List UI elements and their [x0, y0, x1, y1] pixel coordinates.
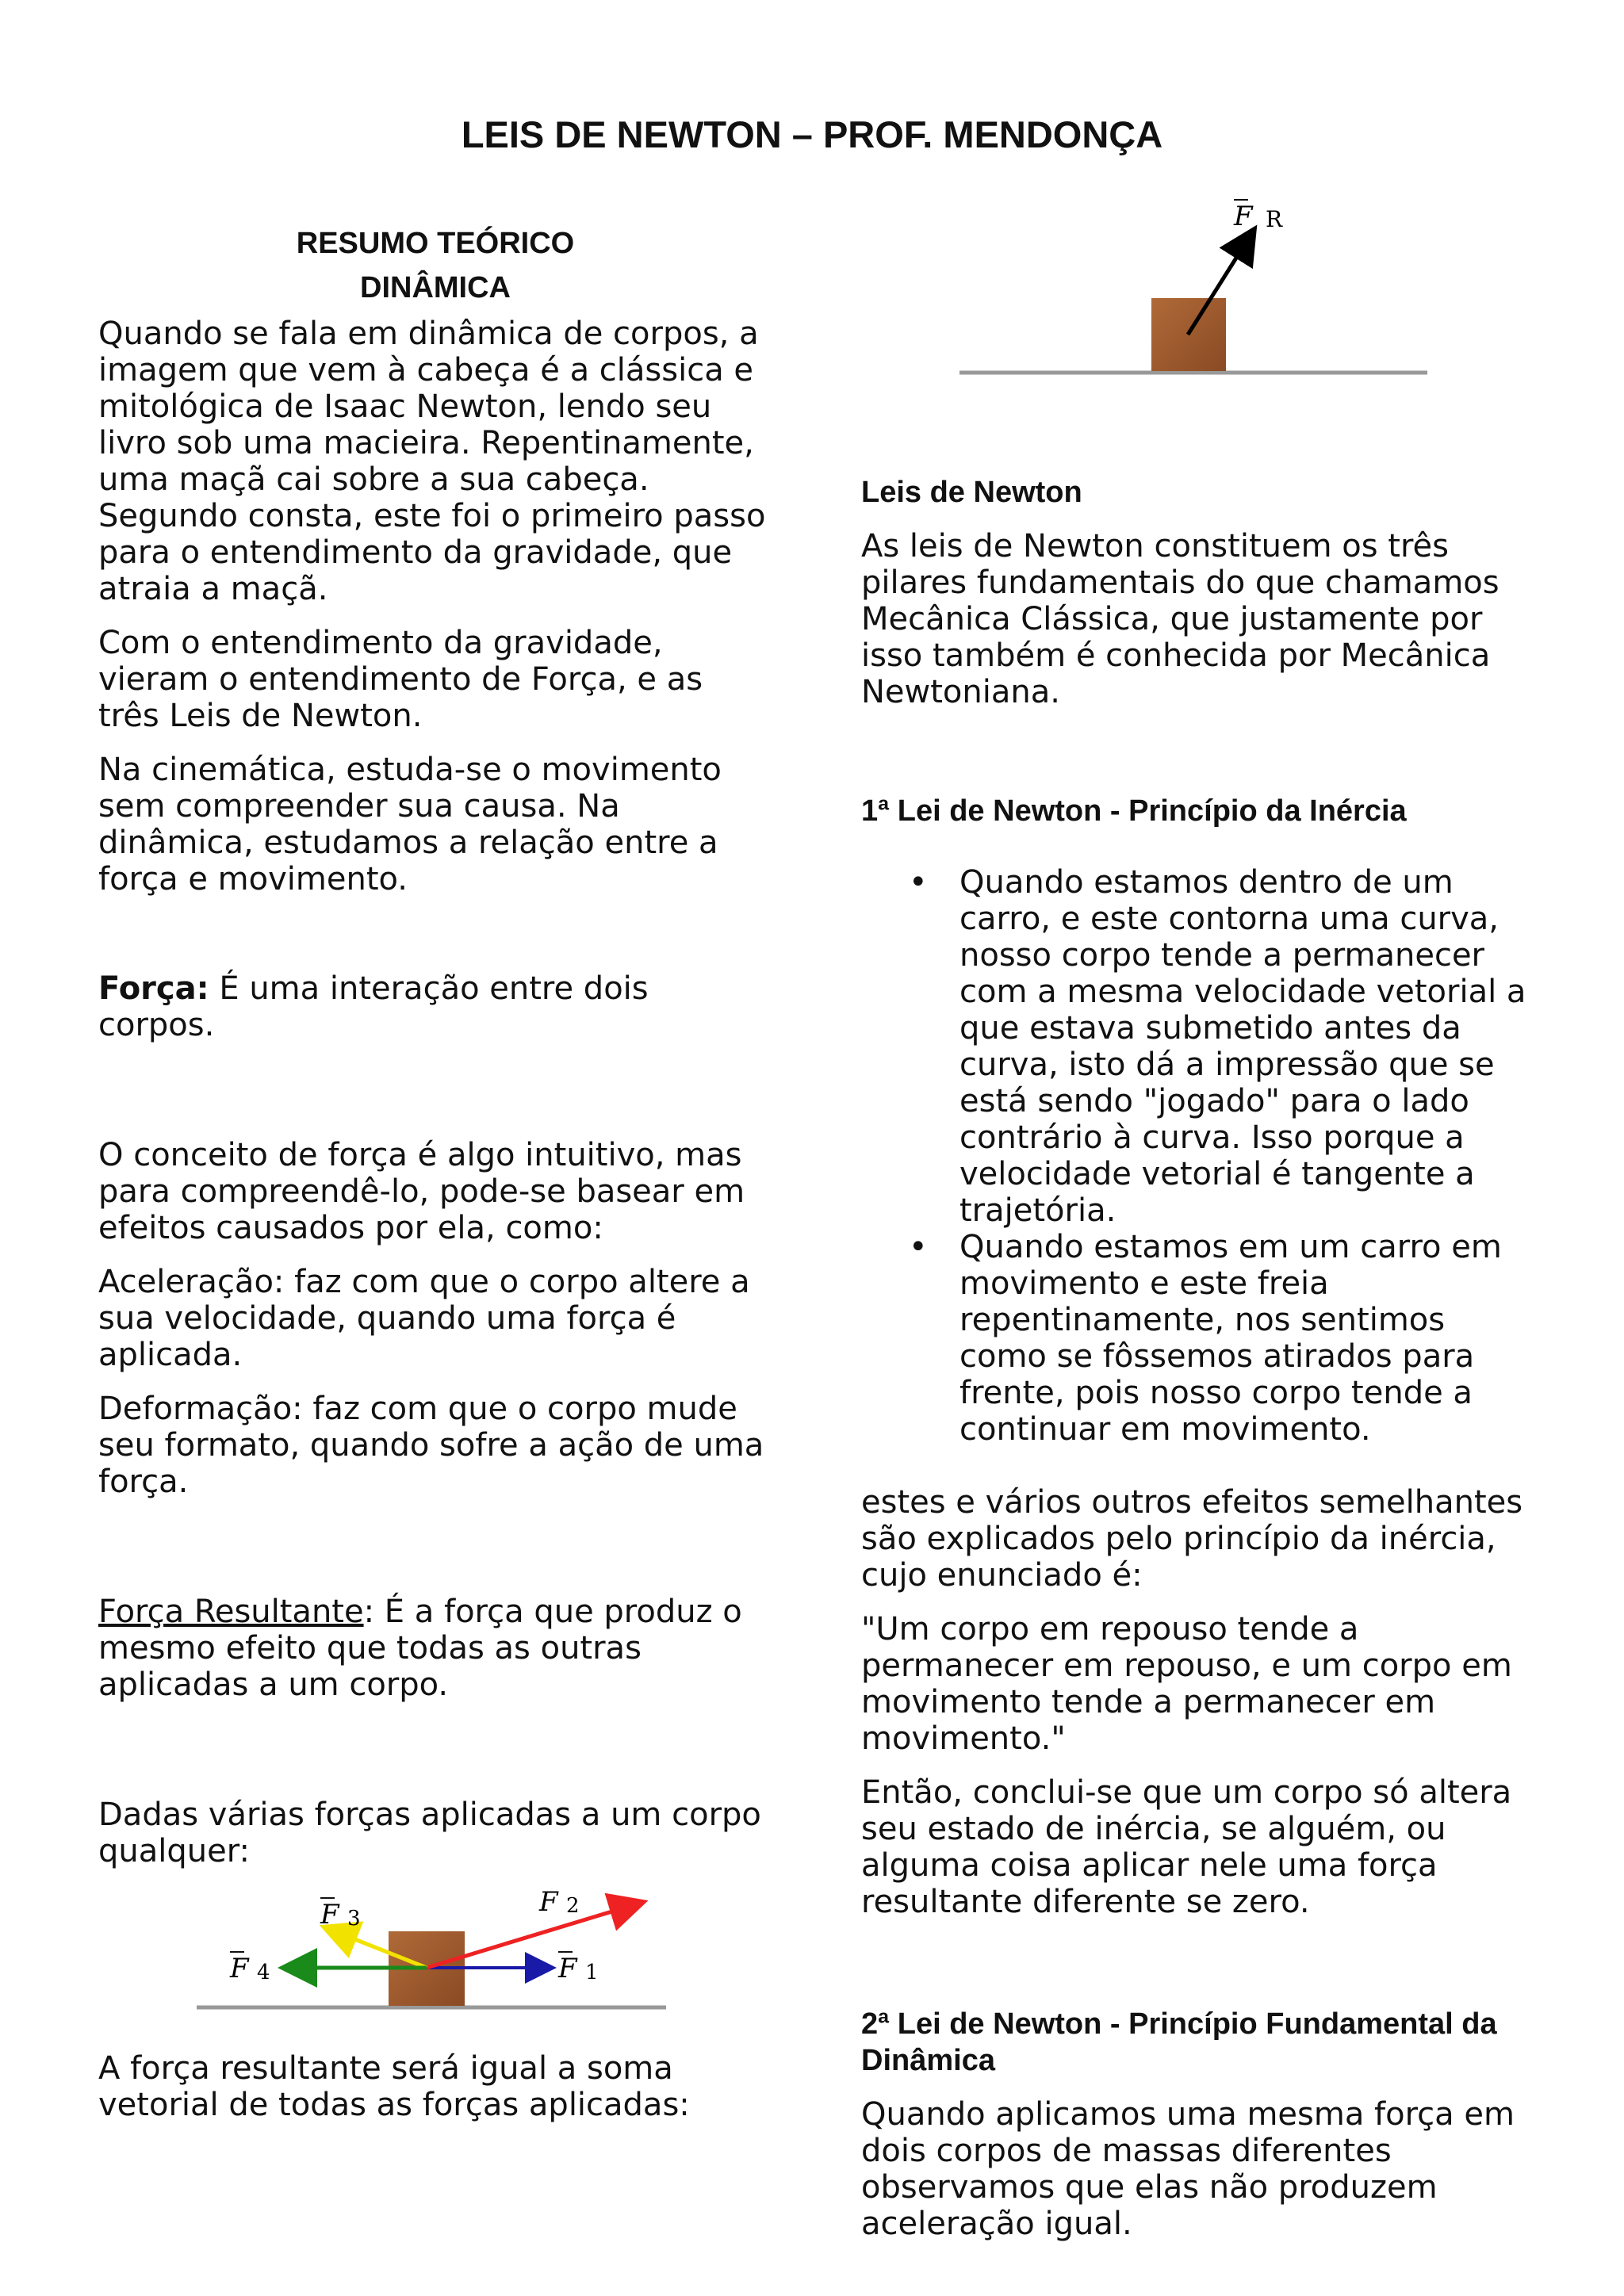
label-f1 [557, 1952, 599, 1984]
label-f4 [229, 1952, 270, 1984]
svg-text:4: 4 [257, 1961, 270, 1984]
list-item: • Quando estamos em um carro em movimento e este freia repentinamente, nos sentimos como se fôssemos atirados para frente, pois nosso corpo tende a continuar em movimento. [909, 1229, 1502, 1448]
intro-paragraph: Quando se fala em dinâmica de corpos, a imagem que vem à cabeça é a clássica e mitológica de Isaac Newton, lendo seu livro sob uma macieira. Repentinamente, uma maçã cai sobre a sua cabeça. Segundo consta, este foi o primeiro passo para o entendimento da gravidade, que atraia a maçã. [98, 316, 766, 607]
resultante-text: : É a força que produz o mesmo efeito que todas as outras aplicadas a um corpo. [98, 1594, 742, 1703]
inercia-quote: "Um corpo em repouso tende a permanecer em repouso, e um corpo em movimento tende a permanecer em movimento." [861, 1611, 1512, 1757]
inercia-examples-list [861, 864, 1535, 1448]
forca-definition [98, 970, 772, 1043]
label-f3 [320, 1898, 361, 1931]
list-item: • Quando estamos dentro de um carro, e este contorna uma curva, nosso corpo tende a permanecer com a mesma velocidade vetorial a que estava submetido antes da curva, isto dá a impressão que se está sendo "jogado" para o lado contrário à curva. Isso porque a velocidade vetorial é tangente a trajetória. [909, 864, 1526, 1229]
svg-text:F: F [539, 1888, 558, 1918]
soma-vetorial-paragraph: A força resultante será igual a soma vetorial de todas as forças aplicadas: [98, 2050, 690, 2123]
dadas-forcas-paragraph: Dadas várias forças aplicadas a um corpo qualquer: [98, 1797, 761, 1869]
svg-text:F: F [558, 1953, 577, 1984]
resultante-label: Força Resultante [98, 1594, 364, 1630]
forca-label: Força: [98, 970, 209, 1007]
resultante-definition [98, 1594, 772, 1703]
leis-paragraph: As leis de Newton constituem os três pilares fundamentais do que chamamos Mecânica Clássica, que justamente por isso também é conhecida por Mecânica Newtoniana. [861, 528, 1500, 710]
left-column [98, 224, 772, 2141]
svg-text:2: 2 [566, 1894, 580, 1918]
forces-diagram [98, 1888, 772, 2023]
section-title: RESUMO TEÓRICO [296, 227, 575, 260]
cinematica-paragraph: Na cinemática, estuda-se o movimento sem compreender sua causa. Na dinâmica, estudamos a relação entre a força e movimento. [98, 752, 722, 897]
resultant-force-diagram [952, 189, 1443, 379]
label-fr [1233, 200, 1283, 232]
svg-text:F: F [1234, 201, 1253, 232]
lei1-title: 1ª Lei de Newton - Princípio da Inércia [861, 794, 1407, 828]
efeitos-paragraph: estes e vários outros efeitos semelhantes são explicados pelo princípio da inércia, cujo enunciado é: [861, 1484, 1523, 1594]
svg-text:1: 1 [585, 1961, 599, 1984]
svg-text:R: R [1266, 206, 1283, 232]
label-f2 [538, 1888, 580, 1918]
lei2-paragraph: Quando aplicamos uma mesma força em dois corpos de massas diferentes observamos que elas não produzem aceleração igual. [861, 2096, 1515, 2242]
conclusao-paragraph: Então, conclui-se que um corpo só altera seu estado de inércia, se alguém, ou alguma coisa aplicar nele uma força resultante diferente se zero. [861, 1774, 1512, 1920]
gravity-paragraph: Com o entendimento da gravidade, vieram o entendimento de Força, e as três Leis de Newton. [98, 625, 703, 734]
svg-text:F: F [320, 1899, 339, 1931]
right-column [861, 474, 1535, 2260]
subsection-title: DINÂMICA [360, 271, 511, 304]
page-title: LEIS DE NEWTON – PROF. MENDONÇA [461, 113, 1163, 155]
aceleracao-paragraph: Aceleração: faz com que o corpo altere a sua velocidade, quando uma força é aplicada. [98, 1264, 750, 1373]
lei2-title: 2ª Lei de Newton - Princípio Fundamental da Dinâmica [861, 2007, 1497, 2077]
forca-text: É uma interação entre dois corpos. [98, 970, 649, 1043]
deformacao-paragraph: Deformação: faz com que o corpo mude seu formato, quando sofre a ação de uma força. [98, 1391, 764, 1500]
conceito-paragraph: O conceito de força é algo intuitivo, mas para compreendê-lo, pode-se basear em efeitos causados por ela, como: [98, 1137, 745, 1246]
svg-text:F: F [230, 1953, 249, 1984]
leis-title: Leis de Newton [861, 476, 1082, 509]
svg-text:3: 3 [347, 1907, 361, 1931]
